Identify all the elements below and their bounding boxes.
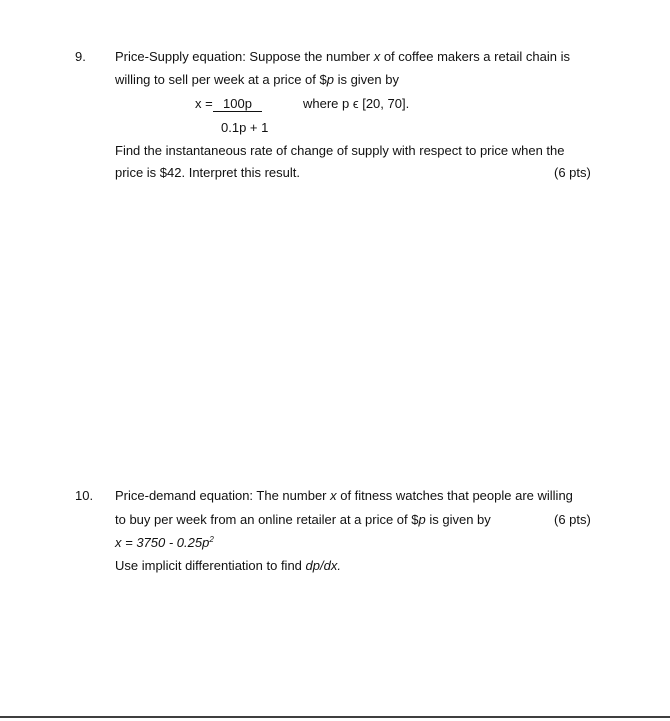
text-segment: to buy per week from an online retailer at a price of $ bbox=[115, 512, 419, 527]
variable-x: x bbox=[330, 488, 337, 503]
bottom-border bbox=[0, 716, 670, 718]
problem-10-number: 10. bbox=[75, 488, 94, 503]
problem-10-equation bbox=[115, 535, 214, 551]
text-segment: Price-demand equation: The number bbox=[115, 488, 331, 503]
problem-9-equation-denominator: 0.1p + 1 bbox=[221, 120, 269, 135]
text-segment: is given by bbox=[425, 512, 491, 527]
fraction-numerator: 100p bbox=[213, 97, 262, 112]
problem-9-line-3: Find the instantaneous rate of change of supply with respect to price when the bbox=[115, 143, 565, 158]
problem-10-points: (6 pts) bbox=[554, 512, 591, 527]
problem-10-line-1 bbox=[115, 488, 573, 504]
text-segment: Price-Supply equation: Suppose the number bbox=[115, 49, 374, 64]
problem-10-line-2 bbox=[115, 512, 491, 528]
problem-9-line-1 bbox=[115, 49, 570, 65]
problem-9-line-4: price is $42. Interpret this result. bbox=[115, 165, 300, 180]
problem-10-line-4 bbox=[115, 558, 341, 574]
problem-9-line-2 bbox=[115, 72, 399, 88]
problem-9-points: (6 pts) bbox=[554, 165, 591, 180]
equation-exponent: 2 bbox=[209, 535, 214, 544]
variable-x: x bbox=[373, 49, 381, 64]
equation-base: x = 3750 - 0.25p bbox=[115, 535, 210, 550]
variable-p: p bbox=[418, 512, 426, 527]
text-segment: of fitness watches that people are willing bbox=[336, 488, 573, 503]
problem-9-equation-domain: where p ϵ [20, 70]. bbox=[303, 96, 410, 111]
derivative-expression: dp/dx. bbox=[305, 558, 341, 573]
problem-9-equation-lhs: x = bbox=[195, 96, 213, 111]
problem-9-number: 9. bbox=[75, 49, 86, 64]
text-segment: of coffee makers a retail chain is bbox=[380, 49, 571, 64]
text-segment: Use implicit differentiation to find bbox=[115, 558, 306, 573]
text-segment: willing to sell per week at a price of $ bbox=[115, 72, 327, 87]
problem-9-equation-numerator bbox=[213, 96, 262, 112]
text-segment: is given by bbox=[333, 72, 399, 87]
variable-p: p bbox=[326, 72, 334, 87]
